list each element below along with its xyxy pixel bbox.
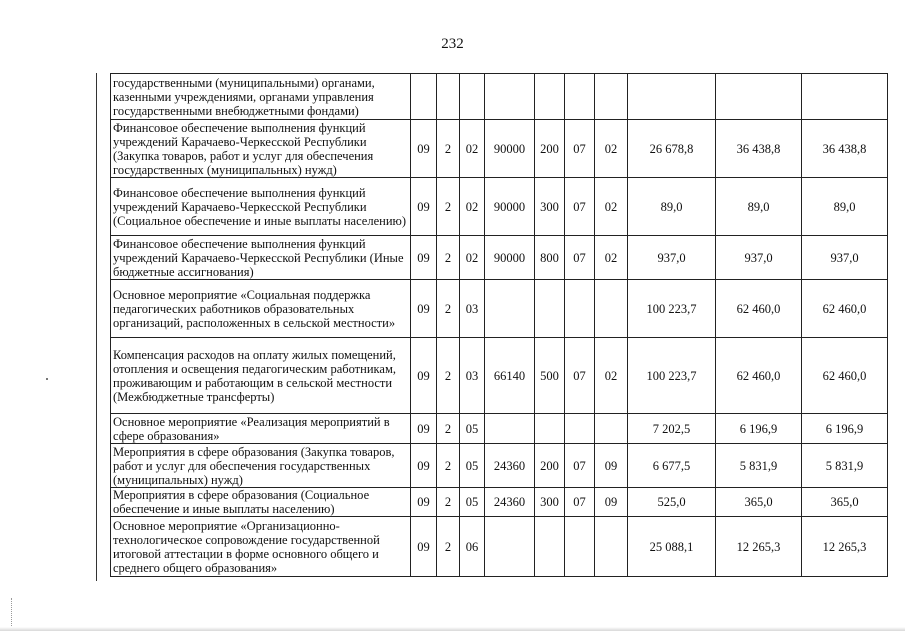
code-6: 07 xyxy=(565,236,595,280)
code-5 xyxy=(535,74,565,120)
value-2: 36 438,8 xyxy=(716,120,802,178)
code-7 xyxy=(595,414,628,444)
code-5 xyxy=(535,414,565,444)
code-4: 90000 xyxy=(485,120,535,178)
row-description: государственными (муниципальными) органами, казенными учреждениями, органами управления государственными внебюджетными фондами) xyxy=(111,74,411,120)
code-1 xyxy=(411,74,437,120)
code-1: 09 xyxy=(411,280,437,338)
code-6: 07 xyxy=(565,338,595,414)
code-4 xyxy=(485,280,535,338)
code-5: 300 xyxy=(535,178,565,236)
value-1 xyxy=(628,74,716,120)
value-3: 5 831,9 xyxy=(802,444,888,488)
code-3 xyxy=(460,74,485,120)
code-2: 2 xyxy=(437,120,460,178)
code-2: 2 xyxy=(437,236,460,280)
code-5: 500 xyxy=(535,338,565,414)
code-1: 09 xyxy=(411,488,437,517)
code-4 xyxy=(485,517,535,577)
value-1: 525,0 xyxy=(628,488,716,517)
code-7: 02 xyxy=(595,236,628,280)
code-3: 05 xyxy=(460,414,485,444)
code-3: 02 xyxy=(460,120,485,178)
code-1: 09 xyxy=(411,178,437,236)
code-4: 24360 xyxy=(485,488,535,517)
code-3: 05 xyxy=(460,444,485,488)
table-row xyxy=(111,280,888,338)
code-5: 200 xyxy=(535,120,565,178)
code-2: 2 xyxy=(437,414,460,444)
code-6 xyxy=(565,517,595,577)
value-2: 6 196,9 xyxy=(716,414,802,444)
code-3: 02 xyxy=(460,236,485,280)
value-2: 62 460,0 xyxy=(716,338,802,414)
code-4: 90000 xyxy=(485,178,535,236)
code-7 xyxy=(595,74,628,120)
row-description: Финансовое обеспечение выполнения функций учреждений Карачаево-Черкесской Республики (Социальное обеспечение и иные выплаты населению) xyxy=(111,178,411,236)
code-1: 09 xyxy=(411,414,437,444)
code-4: 90000 xyxy=(485,236,535,280)
value-1: 25 088,1 xyxy=(628,517,716,577)
code-5 xyxy=(535,280,565,338)
scan-artifact xyxy=(46,378,48,380)
row-description: Мероприятия в сфере образования (Закупка товаров, работ и услуг для обеспечения государственных (муниципальных) нужд) xyxy=(111,444,411,488)
code-2: 2 xyxy=(437,517,460,577)
value-2: 62 460,0 xyxy=(716,280,802,338)
code-2: 2 xyxy=(437,488,460,517)
page-number: 232 xyxy=(441,36,464,52)
row-description: Основное мероприятие «Реализация мероприятий в сфере образования» xyxy=(111,414,411,444)
value-3: 62 460,0 xyxy=(802,338,888,414)
code-2 xyxy=(437,74,460,120)
page-bottom-edge xyxy=(0,627,905,631)
code-1: 09 xyxy=(411,517,437,577)
table-row xyxy=(111,74,888,120)
code-2: 2 xyxy=(437,280,460,338)
value-2 xyxy=(716,74,802,120)
table-row xyxy=(111,444,888,488)
code-1: 09 xyxy=(411,236,437,280)
budget-table xyxy=(110,73,888,577)
code-2: 2 xyxy=(437,338,460,414)
code-6 xyxy=(565,414,595,444)
code-1: 09 xyxy=(411,120,437,178)
code-7 xyxy=(595,280,628,338)
code-7: 09 xyxy=(595,444,628,488)
row-description: Основное мероприятие «Организационно-технологическое сопровождение государственной итоговой аттестации в форме основного общего и среднего общего образования» xyxy=(111,517,411,577)
code-7: 02 xyxy=(595,178,628,236)
value-1: 89,0 xyxy=(628,178,716,236)
table-row xyxy=(111,517,888,577)
value-1: 937,0 xyxy=(628,236,716,280)
table-row xyxy=(111,338,888,414)
value-2: 89,0 xyxy=(716,178,802,236)
value-1: 7 202,5 xyxy=(628,414,716,444)
value-3: 6 196,9 xyxy=(802,414,888,444)
code-1: 09 xyxy=(411,444,437,488)
code-4: 66140 xyxy=(485,338,535,414)
value-3: 62 460,0 xyxy=(802,280,888,338)
code-5: 200 xyxy=(535,444,565,488)
row-description: Финансовое обеспечение выполнения функций учреждений Карачаево-Черкесской Республики (Закупка товаров, работ и услуг для обеспечения государственных (муниципальных) нужд) xyxy=(111,120,411,178)
scan-artifact-dots xyxy=(11,598,14,626)
value-3: 36 438,8 xyxy=(802,120,888,178)
code-2: 2 xyxy=(437,178,460,236)
code-7: 02 xyxy=(595,120,628,178)
code-4 xyxy=(485,74,535,120)
value-1: 26 678,8 xyxy=(628,120,716,178)
table-row xyxy=(111,120,888,178)
page-margin-line xyxy=(96,73,97,581)
code-3: 05 xyxy=(460,488,485,517)
code-6: 07 xyxy=(565,488,595,517)
code-2: 2 xyxy=(437,444,460,488)
code-5: 800 xyxy=(535,236,565,280)
table-body xyxy=(111,74,888,577)
code-4: 24360 xyxy=(485,444,535,488)
code-4 xyxy=(485,414,535,444)
value-1: 100 223,7 xyxy=(628,338,716,414)
code-7: 02 xyxy=(595,338,628,414)
code-3: 06 xyxy=(460,517,485,577)
code-6: 07 xyxy=(565,178,595,236)
row-description: Основное мероприятие «Социальная поддержка педагогических работников образовательных организаций, расположенных в сельской местности» xyxy=(111,280,411,338)
code-5 xyxy=(535,517,565,577)
table-row xyxy=(111,236,888,280)
code-6: 07 xyxy=(565,120,595,178)
code-7: 09 xyxy=(595,488,628,517)
value-2: 365,0 xyxy=(716,488,802,517)
code-6: 07 xyxy=(565,444,595,488)
value-3: 365,0 xyxy=(802,488,888,517)
table-row xyxy=(111,178,888,236)
row-description: Финансовое обеспечение выполнения функций учреждений Карачаево-Черкесской Республики (Иные бюджетные ассигнования) xyxy=(111,236,411,280)
row-description: Мероприятия в сфере образования (Социальное обеспечение и иные выплаты населению) xyxy=(111,488,411,517)
value-2: 5 831,9 xyxy=(716,444,802,488)
table-row xyxy=(111,414,888,444)
code-6 xyxy=(565,74,595,120)
code-3: 03 xyxy=(460,280,485,338)
row-description: Компенсация расходов на оплату жилых помещений, отопления и освещения педагогическим работникам, проживающим и работающим в сельской местности (Межбюджетные трансферты) xyxy=(111,338,411,414)
code-7 xyxy=(595,517,628,577)
value-2: 12 265,3 xyxy=(716,517,802,577)
value-1: 100 223,7 xyxy=(628,280,716,338)
table-row xyxy=(111,488,888,517)
value-2: 937,0 xyxy=(716,236,802,280)
value-3: 12 265,3 xyxy=(802,517,888,577)
value-3 xyxy=(802,74,888,120)
code-3: 02 xyxy=(460,178,485,236)
code-5: 300 xyxy=(535,488,565,517)
value-3: 937,0 xyxy=(802,236,888,280)
value-1: 6 677,5 xyxy=(628,444,716,488)
code-1: 09 xyxy=(411,338,437,414)
code-3: 03 xyxy=(460,338,485,414)
value-3: 89,0 xyxy=(802,178,888,236)
code-6 xyxy=(565,280,595,338)
